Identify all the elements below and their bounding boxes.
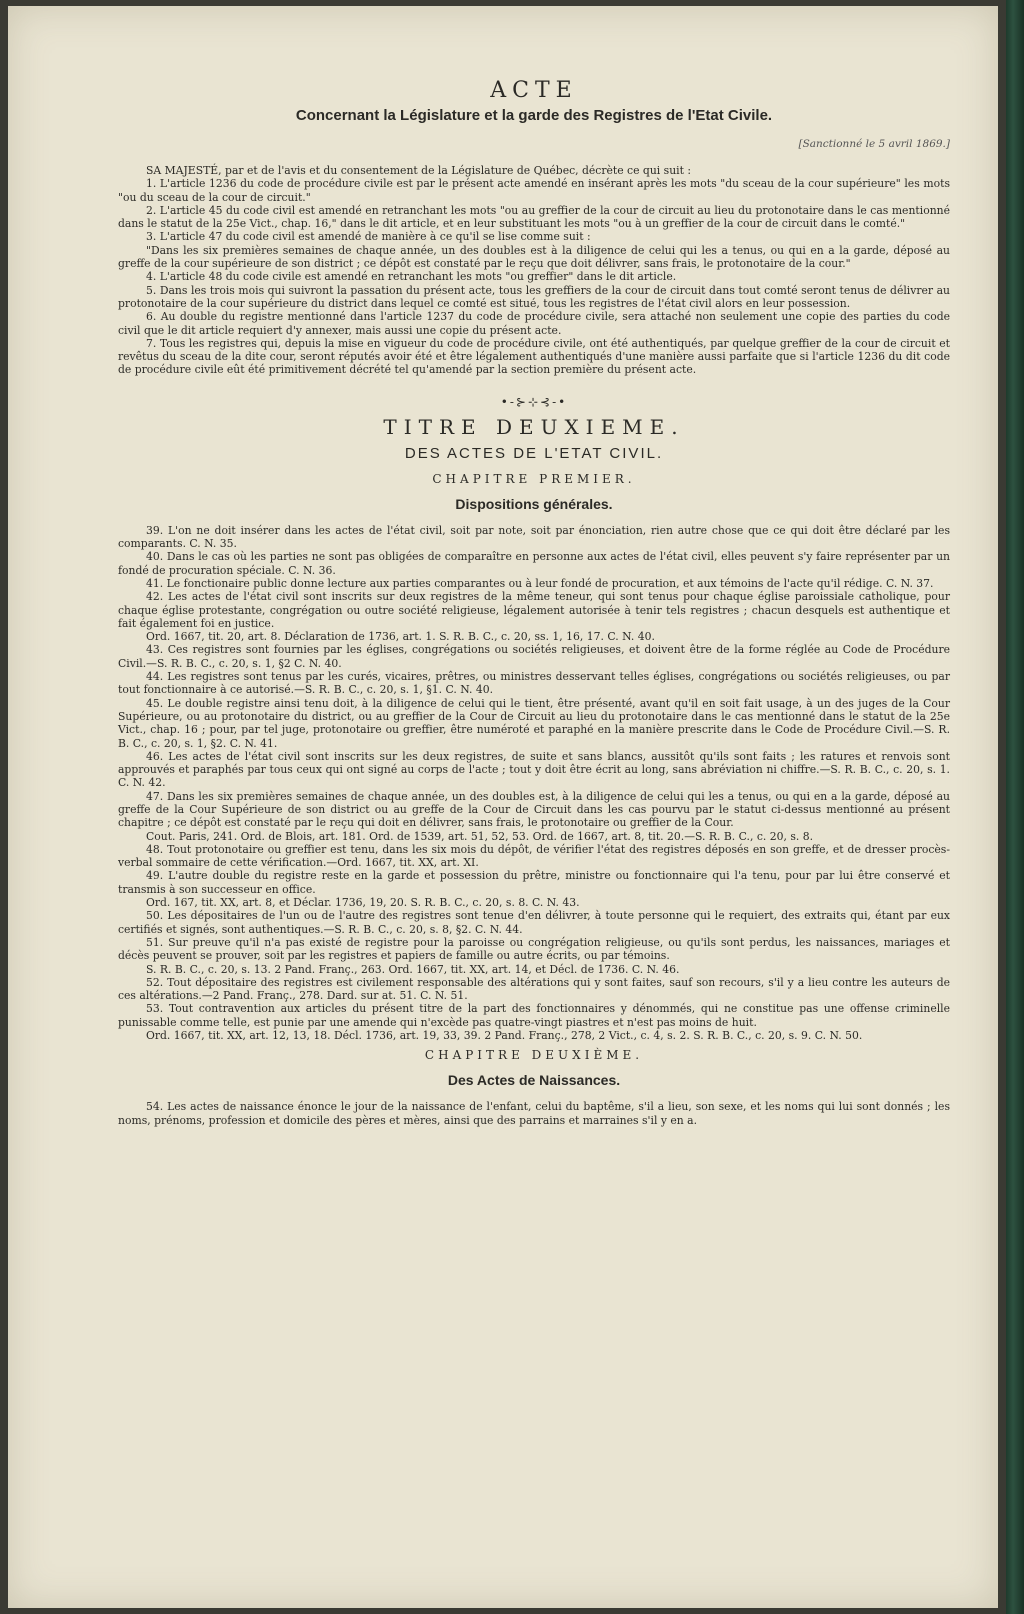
- reference-line: Ord. 1667, tit. 20, art. 8. Déclaration de 1736, art. 1. S. R. B. C., c. 20, ss. 1, 16, 17. C. N. 40.: [146, 630, 655, 644]
- article-paragraph: 46. Les actes de l'état civil sont inscrits sur les deux registres, de suite et sans blancs, aussitôt qu'ils sont faits ; les ratures et renvois sont approuvés et paraphés par tous ceux qui ont signé au corps de l'acte ; tout y doit être écrit au long, sans abréviation ni chiffre.—S. R. B. C., c. 20, s. 1. C. N. 42.: [118, 749, 950, 790]
- chapitre-1-section: [118, 524, 950, 1043]
- reference-line: Ord. 167, tit. XX, art. 8, et Déclar. 1736, 19, 20. S. R. B. C., c. 20, s. 8. C. N. 43.: [146, 896, 580, 910]
- chapitre-2-label: CHAPITRE DEUXIÈME.: [424, 1048, 644, 1063]
- article-paragraph: 44. Les registres sont tenus par les curés, vicaires, prêtres, ou ministres desservant telles églises, congrégations ou sociétés religieuses, ou par tout fonctionnaire à ce autorisé.—S. R. B. C., c. 20, s. 1, §1. C. N. 40.: [118, 670, 950, 697]
- intro-paragraph: 1. L'article 1236 du code de procédure civile est par le présent acte amendé en insérant après les mots "du sceau de la cour supérieure" les mots "ou du sceau de la cour de circuit.": [118, 177, 950, 204]
- intro-paragraph: 7. Tous les registres qui, depuis la mise en vigueur du code de procédure civile, ont été authentiqués, par quelque greffier de la cour de circuit et revêtus du sceau de la dite cour, seront réputés avoir été et être légalement authentiqués d'une manière aussi parfaite que si l'article 1236 du dit code de procédure civile eût été primitivement décrété tel qu'amendé par la section première du présent acte.: [118, 336, 950, 377]
- intro-paragraph: 2. L'article 45 du code civil est amendé en retranchant les mots "ou au greffier de la cour de circuit au lieu du protonotaire dans le cas mentionné dans le statut de la 25e Vict., chap. 16," dans le dit article, et en leur substituant les mots "ou à un greffier de la cour de circuit dans le comté.": [118, 203, 950, 231]
- titre-subheading: DES ACTES DE L'ETAT CIVIL.: [404, 444, 664, 462]
- article-paragraph: 54. Les actes de naissance énonce le jour de la naissance de l'enfant, celui du baptême, s'il a lieu, son sexe, et les noms qui lui sont donnés ; les noms, prénoms, profession et domicile des pères et mères, ainsi que des parrains et marraines s'il y en a.: [118, 1100, 950, 1127]
- article-paragraph: 52. Tout dépositaire des registres est civilement responsable des altérations qui y sont faites, sauf son recours, s'il y a lieu contre les auteurs de ces altérations.—2 Pand. Franç., 278. Dard. sur at. 51. C. N. 51.: [118, 975, 950, 1003]
- reference-line: Cout. Paris, 241. Ord. de Blois, art. 181. Ord. de 1539, art. 51, 52, 53. Ord. de 1667, art. 8, tit. 20.—S. R. B. C., c. 20, s. 8.: [146, 829, 814, 843]
- article-paragraph: 51. Sur preuve qu'il n'a pas existé de registre pour la paroisse ou congrégation religieuse, ou qu'ils sont perdus, les naissances, mariages et décès peuvent se prouver, soit par les registres et papiers de famille ou autre écrits, ou par témoins.: [118, 935, 950, 963]
- intro-paragraph: 6. Au double du registre mentionné dans l'article 1237 du code de procédure civile, sera attaché non seulement une copie des parties du code civil que le dit article requiert d'y annexer, mais aussi une copie du présent acte.: [118, 310, 950, 337]
- article-paragraph: 50. Les dépositaires de l'un ou de l'autre des registres sont tenue d'en délivrer, à toute personne qui le requiert, des extraits qui, étant par eux certifiés et signés, sont authentiques.—S. R. B. C., c. 20, s. 8, §2. C. N. 44.: [118, 909, 950, 936]
- intro-paragraph: 3. L'article 47 du code civil est amendé de manière à ce qu'il se lise comme suit :: [146, 230, 591, 244]
- titre-heading: TITRE DEUXIEME.: [383, 414, 685, 439]
- reference-line: Ord. 1667, tit. XX, art. 12, 13, 18. Décl. 1736, art. 19, 33, 39. 2 Pand. Franç., 278, 2 Vict., c. 4, s. 2. S. R. B. C., c. 20, s. 9. C. N. 50.: [146, 1029, 863, 1043]
- chapitre-1-label: CHAPITRE PREMIER.: [432, 471, 636, 486]
- chapitre-1-heading: Dispositions générales.: [455, 495, 613, 512]
- article-paragraph: 40. Dans le cas où les parties ne sont pas obligées de comparaître en personne aux actes de l'état civil, elles peuvent s'y faire représenter par un fondé de procuration spéciale. C. N. 36.: [118, 550, 950, 577]
- reference-line: S. R. B. C., c. 20, s. 13. 2 Pand. Franç., 263. Ord. 1667, tit. XX, art. 14, et Décl. de 1736. C. N. 46.: [146, 962, 680, 976]
- chapitre-2-section: [118, 1100, 950, 1127]
- intro-paragraph: 4. L'article 48 du code civile est amendé en retranchant les mots "ou greffier" dans le dit article.: [146, 270, 677, 284]
- intro-paragraph: SA MAJESTÉ, par et de l'avis et du consentement de la Législature de Québec, décrète ce qui suit :: [146, 164, 692, 177]
- article-paragraph: 47. Dans les six premières semaines de chaque année, un des doubles est, à la diligence de celui qui les a tenus, ou qui en a la garde, déposé au greffe de la Cour Supérieure de son district ou au greffe de la Cour de Circuit dans les cas pourvu par le statut ci-dessus mentionné au présent chapitre ; ce dépôt est constaté par le reçu qui doit en délivrer, sans frais, le protonotaire ou greffier de la Cour.: [118, 789, 950, 830]
- ornament-divider: •-⊱⊹⊰-•: [500, 394, 568, 409]
- article-paragraph: 53. Tout contravention aux articles du présent titre de la part des fonctionnaires y dénommés, qui ne constitue pas une offense criminelle punissable comme telle, est punie par une amende qui n'excède pas quatre-vingt piastres et n'est pas moins de huit.: [118, 1002, 950, 1029]
- sanction-date: [Sanctionné le 5 avril 1869.]: [798, 138, 950, 150]
- chapitre-2-heading: Des Actes de Naissances.: [447, 1072, 621, 1089]
- article-paragraph: 42. Les actes de l'état civil sont inscrits sur deux registres de la même teneur, qui sont tenus pour chaque église paroissiale catholique, pour chaque église protestante, congrégation ou outre société religieuse, légalement autorisée à tenir tels registres ; chacun desquels est authentique et fait également foi en justice.: [118, 590, 950, 630]
- article-paragraph: 45. Le double registre ainsi tenu doit, à la diligence de celui qui le tient, être présenté, avant qu'il en soit fait usage, à un des juges de la Cour Supérieure, ou au protonotaire du district, ou au greffier de la Cour de Circuit au lieu du protonotaire dans le cas mentionné dans le statut de la 25e Vict., chap. 16 ; pour, par tel juge, protonotaire ou greffier, être numéroté et paraphé en la manière prescrite dans le Code de Procédure Civil.—S. R. B. C., c. 20, s. 1, §2. C. N. 41.: [118, 696, 950, 750]
- document-content: [118, 78, 950, 1127]
- article-paragraph: 49. L'autre double du registre reste en la garde et possession du prêtre, ministre ou fonctionnaire qui l'a tenu, pour par lui être conservé et transmis à son successeur en office.: [118, 869, 950, 896]
- article-paragraph: 48. Tout protonotaire ou greffier est tenu, dans les six mois du dépôt, de vérifier l'état des registres déposés en son greffe, et de dresser procès-verbal sommaire de cette vérification.—Ord. 1667, tit. XX, art. XI.: [118, 842, 950, 870]
- intro-paragraph: 5. Dans les trois mois qui suivront la passation du présent acte, tous les greffiers de la cour de circuit dans tout comté seront tenus de délivrer au protonotaire de la cour supérieure du district dans lequel ce comté est situé, tous les registres de l'état civil alors en leur possession.: [118, 283, 950, 310]
- article-paragraph: 39. L'on ne doit insérer dans les actes de l'état civil, soit par note, soit par énonciation, rien autre chose que ce qui doit être déclaré par les comparants. C. N. 35.: [118, 523, 950, 551]
- intro-paragraph: "Dans les six premières semaines de chaque année, un des doubles est à la diligence de celui qui les a tenus, ou qui en a la garde, déposé au greffe de la cour supérieure de son district ; ce dépôt est constaté par le reçu que doit délivrer, sans frais, le protonotaire de la cour.": [118, 243, 950, 271]
- article-paragraph: 43. Ces registres sont fournies par les églises, congrégations ou sociétés religieuses, et doivent être de la forme réglée au Code de Procédure Civil.—S. R. B. C., c. 20, s. 1, §2 C. N. 40.: [118, 643, 950, 670]
- book-binding: [1006, 0, 1024, 1614]
- document-page: [8, 6, 998, 1608]
- intro-section: [118, 164, 950, 377]
- act-title: ACTE: [490, 78, 578, 103]
- act-subtitle: Concernant la Législature et la garde des Registres de l'Etat Civile.: [295, 107, 773, 124]
- article-paragraph: 41. Le fonctionaire public donne lecture aux parties comparantes ou à leur fondé de procuration, et aux témoins de l'acte qu'il rédige. C. N. 37.: [146, 576, 934, 590]
